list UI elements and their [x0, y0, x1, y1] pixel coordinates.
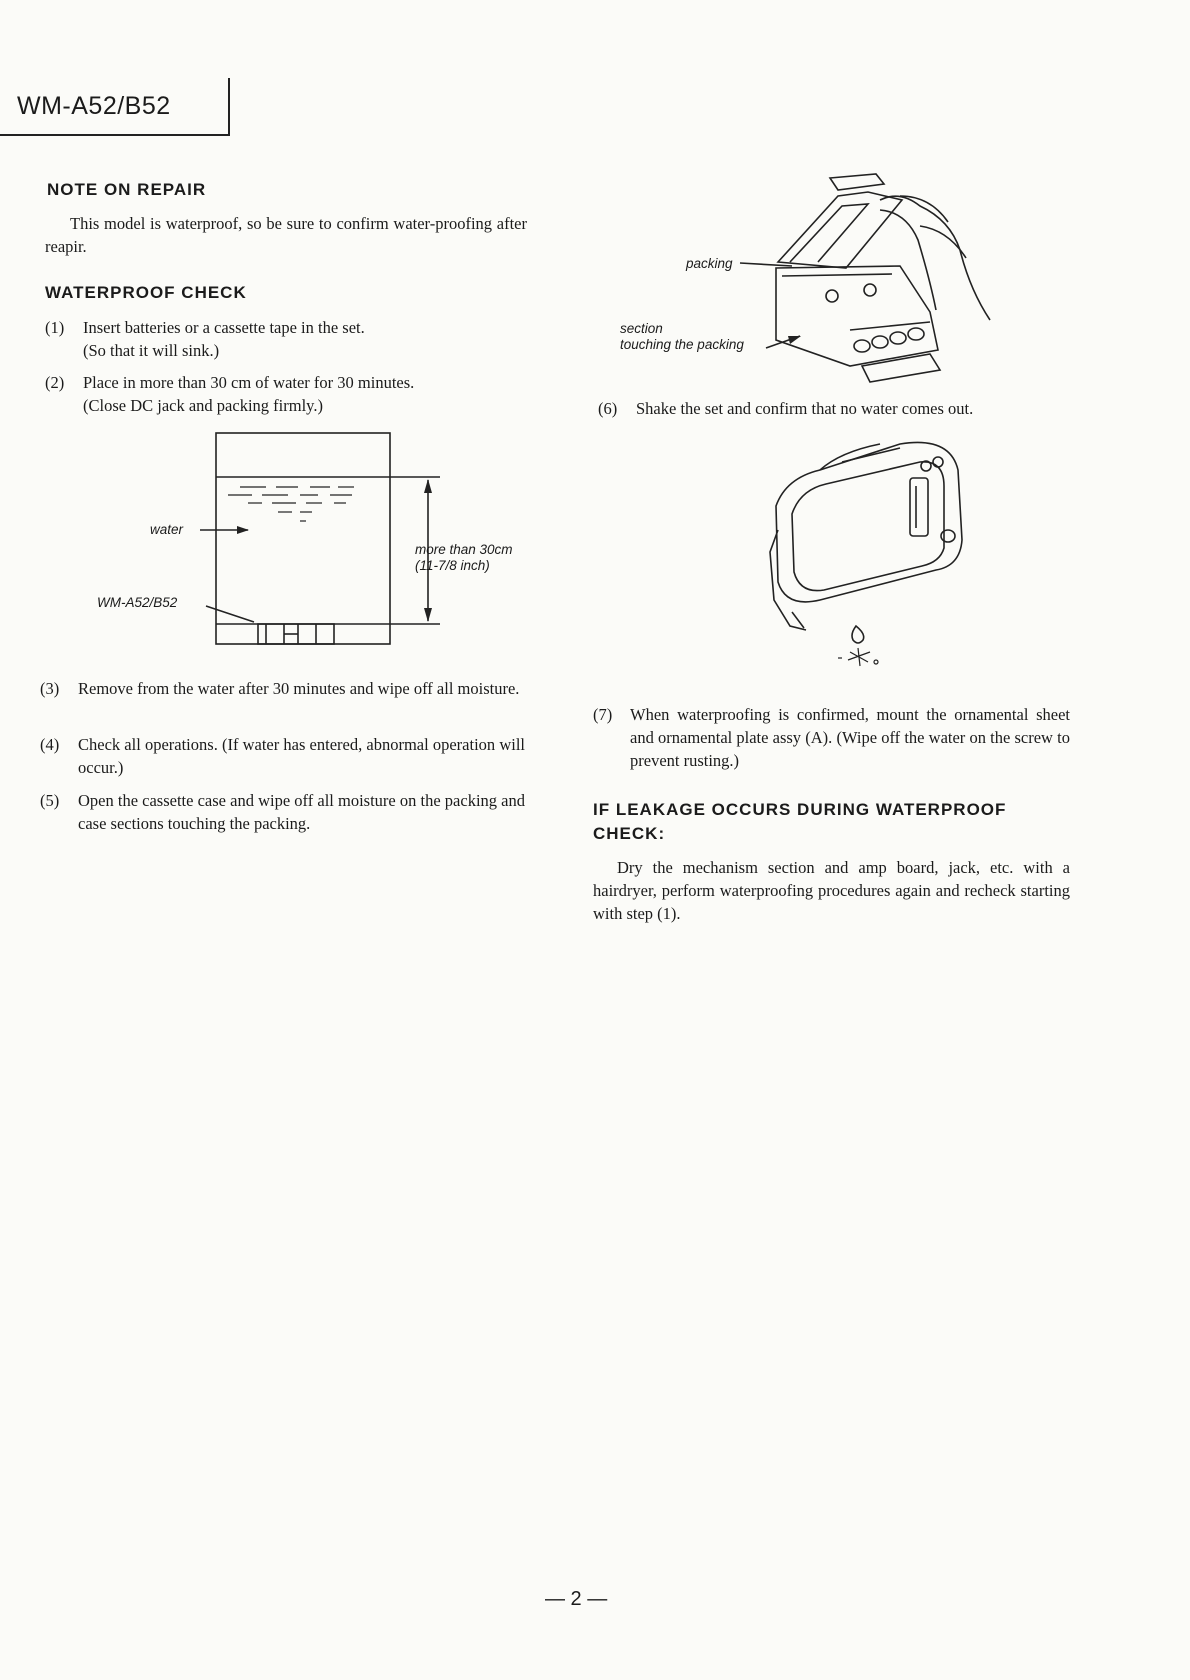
set-label: WM-A52/B52: [97, 595, 178, 610]
depth-label-cm: more than 30cm: [415, 542, 513, 557]
step-number: (3): [40, 679, 60, 698]
leakage-heading-line1: IF LEAKAGE OCCURS DURING WATERPROOF: [593, 800, 1007, 819]
step-number: (6): [598, 399, 618, 418]
side-strap: [770, 530, 806, 630]
set-front-outline: [776, 442, 962, 601]
step-text: Open the cassette case and wipe off all moisture on the packing and case sections touching the packing.: [78, 791, 525, 833]
step-7: [593, 703, 1070, 773]
water-label: water: [150, 522, 184, 537]
step-number: (1): [45, 318, 65, 337]
depth-label-inch: (11-7/8 inch): [415, 558, 490, 573]
front-panel: [792, 462, 944, 591]
page-number: — 2 —: [545, 1588, 608, 1610]
water-drop-icon: [852, 626, 864, 643]
leakage-text: Dry the mechanism section and amp board, jack, etc. with a hairdryer, perform waterproofing procedures again and recheck starting with step (1).: [593, 858, 1070, 923]
step-number: (2): [45, 373, 65, 392]
step-number: (4): [40, 735, 60, 754]
step-text: Remove from the water after 30 minutes and wipe off all moisture.: [78, 679, 520, 698]
splash-icon: [838, 648, 878, 666]
top-edge: [820, 444, 880, 470]
step-text-line: Place in more than 30 cm of water for 30 minutes.: [83, 373, 415, 392]
step-text: Check all operations. (If water has entered, abnormal operation will occur.): [78, 735, 525, 777]
step-number: (5): [40, 791, 60, 810]
step-text: Shake the set and confirm that no water comes out.: [636, 399, 974, 418]
waterproof-check-heading: WATERPROOF CHECK: [45, 283, 247, 302]
model-title: WM-A52/B52: [17, 92, 171, 120]
side-button: [941, 530, 955, 542]
section-touching-label: touching the packing: [620, 337, 744, 352]
section-label: section: [620, 321, 663, 336]
step-text: When waterproofing is confirmed, mount the ornamental sheet and ornamental plate assy (A). (Wipe off the water on the screw to prevent rusting.): [630, 705, 1070, 770]
packing-label: packing: [686, 256, 733, 271]
note-on-repair-text: This model is waterproof, so be sure to confirm water-proofing after reapir.: [45, 214, 527, 256]
leakage-heading-line2: CHECK:: [593, 824, 666, 843]
step-text-line: (So that it will sink.): [83, 341, 220, 360]
side-window: [910, 478, 928, 536]
step-number: (7): [593, 705, 613, 724]
step-text-line: Insert batteries or a cassette tape in the set.: [83, 318, 365, 337]
step-text-line: (Close DC jack and packing firmly.): [83, 396, 323, 415]
note-on-repair-heading: NOTE ON REPAIR: [47, 180, 207, 199]
